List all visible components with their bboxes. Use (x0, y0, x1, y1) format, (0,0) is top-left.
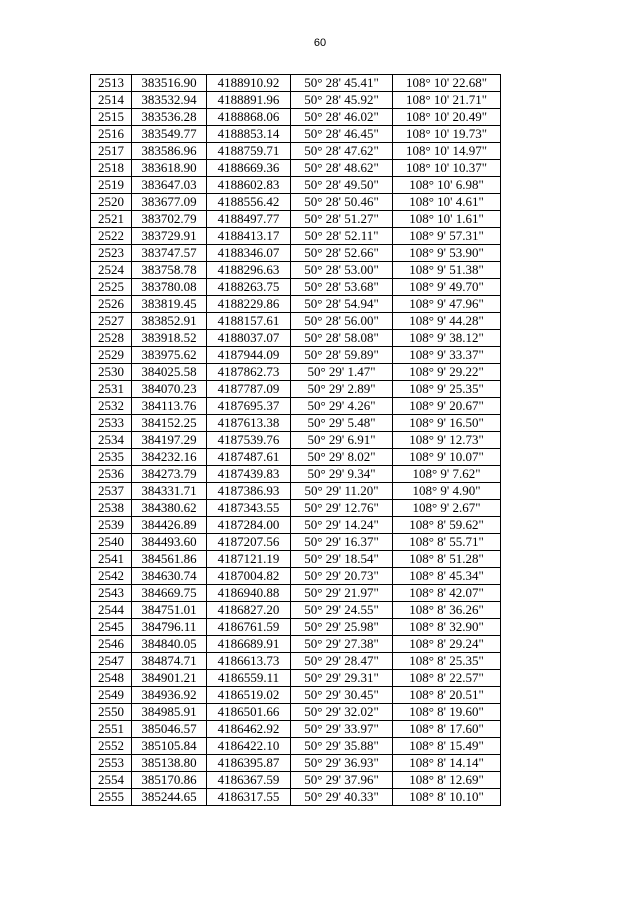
point-number-cell: 2545 (91, 619, 132, 636)
point-number-cell: 2527 (91, 313, 132, 330)
y-coordinate-cell: 4187787.09 (207, 381, 291, 398)
latitude-cell: 50° 29' 30.45" (291, 687, 393, 704)
table-row (91, 721, 501, 738)
x-coordinate-cell: 384152.25 (132, 415, 207, 432)
table-row (91, 347, 501, 364)
latitude-cell: 50° 29' 32.02" (291, 704, 393, 721)
latitude-cell: 50° 29' 20.73" (291, 568, 393, 585)
x-coordinate-cell: 384630.74 (132, 568, 207, 585)
table-row (91, 415, 501, 432)
point-number-cell: 2536 (91, 466, 132, 483)
longitude-cell: 108° 8' 19.60" (393, 704, 501, 721)
x-coordinate-cell: 385138.80 (132, 755, 207, 772)
y-coordinate-cell: 4188669.36 (207, 160, 291, 177)
point-number-cell: 2553 (91, 755, 132, 772)
point-number-cell: 2552 (91, 738, 132, 755)
y-coordinate-cell: 4186689.91 (207, 636, 291, 653)
x-coordinate-cell: 384840.05 (132, 636, 207, 653)
table-row (91, 245, 501, 262)
y-coordinate-cell: 4187439.83 (207, 466, 291, 483)
point-number-cell: 2518 (91, 160, 132, 177)
table-row (91, 177, 501, 194)
point-number-cell: 2519 (91, 177, 132, 194)
page-number: 60 (313, 37, 327, 49)
longitude-cell: 108° 10' 1.61" (393, 211, 501, 228)
table-row (91, 381, 501, 398)
table-row (91, 194, 501, 211)
latitude-cell: 50° 29' 6.91" (291, 432, 393, 449)
longitude-cell: 108° 8' 14.14" (393, 755, 501, 772)
y-coordinate-cell: 4186613.73 (207, 653, 291, 670)
y-coordinate-cell: 4186940.88 (207, 585, 291, 602)
point-number-cell: 2534 (91, 432, 132, 449)
longitude-cell: 108° 10' 14.97" (393, 143, 501, 160)
y-coordinate-cell: 4187343.55 (207, 500, 291, 517)
y-coordinate-cell: 4188759.71 (207, 143, 291, 160)
latitude-cell: 50° 28' 59.89" (291, 347, 393, 364)
x-coordinate-cell: 384426.89 (132, 517, 207, 534)
longitude-cell: 108° 8' 12.69" (393, 772, 501, 789)
longitude-cell: 108° 9' 29.22" (393, 364, 501, 381)
y-coordinate-cell: 4188263.75 (207, 279, 291, 296)
point-number-cell: 2539 (91, 517, 132, 534)
y-coordinate-cell: 4187695.37 (207, 398, 291, 415)
latitude-cell: 50° 29' 28.47" (291, 653, 393, 670)
latitude-cell: 50° 28' 46.45" (291, 126, 393, 143)
point-number-cell: 2520 (91, 194, 132, 211)
x-coordinate-cell: 384669.75 (132, 585, 207, 602)
y-coordinate-cell: 4187004.82 (207, 568, 291, 585)
x-coordinate-cell: 385170.86 (132, 772, 207, 789)
table-row (91, 772, 501, 789)
y-coordinate-cell: 4188346.07 (207, 245, 291, 262)
latitude-cell: 50° 28' 52.11" (291, 228, 393, 245)
y-coordinate-cell: 4188868.06 (207, 109, 291, 126)
x-coordinate-cell: 383702.79 (132, 211, 207, 228)
y-coordinate-cell: 4186422.10 (207, 738, 291, 755)
longitude-cell: 108° 8' 22.57" (393, 670, 501, 687)
longitude-cell: 108° 9' 20.67" (393, 398, 501, 415)
latitude-cell: 50° 28' 50.46" (291, 194, 393, 211)
point-number-cell: 2543 (91, 585, 132, 602)
table-row (91, 738, 501, 755)
longitude-cell: 108° 9' 51.38" (393, 262, 501, 279)
x-coordinate-cell: 383532.94 (132, 92, 207, 109)
point-number-cell: 2531 (91, 381, 132, 398)
table-row (91, 551, 501, 568)
y-coordinate-cell: 4188497.77 (207, 211, 291, 228)
longitude-cell: 108° 8' 10.10" (393, 789, 501, 806)
table-row (91, 211, 501, 228)
point-number-cell: 2513 (91, 75, 132, 92)
longitude-cell: 108° 9' 2.67" (393, 500, 501, 517)
longitude-cell: 108° 8' 55.71" (393, 534, 501, 551)
point-number-cell: 2515 (91, 109, 132, 126)
y-coordinate-cell: 4186367.59 (207, 772, 291, 789)
latitude-cell: 50° 29' 2.89" (291, 381, 393, 398)
longitude-cell: 108° 8' 25.35" (393, 653, 501, 670)
latitude-cell: 50° 29' 24.55" (291, 602, 393, 619)
table-row (91, 534, 501, 551)
y-coordinate-cell: 4187284.00 (207, 517, 291, 534)
latitude-cell: 50° 28' 56.00" (291, 313, 393, 330)
point-number-cell: 2551 (91, 721, 132, 738)
latitude-cell: 50° 29' 35.88" (291, 738, 393, 755)
latitude-cell: 50° 29' 29.31" (291, 670, 393, 687)
x-coordinate-cell: 384197.29 (132, 432, 207, 449)
latitude-cell: 50° 28' 46.02" (291, 109, 393, 126)
point-number-cell: 2516 (91, 126, 132, 143)
longitude-cell: 108° 8' 59.62" (393, 517, 501, 534)
point-number-cell: 2544 (91, 602, 132, 619)
table-row (91, 636, 501, 653)
y-coordinate-cell: 4188602.83 (207, 177, 291, 194)
y-coordinate-cell: 4187386.93 (207, 483, 291, 500)
point-number-cell: 2540 (91, 534, 132, 551)
longitude-cell: 108° 9' 53.90" (393, 245, 501, 262)
point-number-cell: 2548 (91, 670, 132, 687)
longitude-cell: 108° 9' 4.90" (393, 483, 501, 500)
x-coordinate-cell: 384232.16 (132, 449, 207, 466)
table-row (91, 789, 501, 806)
x-coordinate-cell: 385046.57 (132, 721, 207, 738)
x-coordinate-cell: 384901.21 (132, 670, 207, 687)
table-row (91, 92, 501, 109)
table-row (91, 126, 501, 143)
longitude-cell: 108° 8' 36.26" (393, 602, 501, 619)
table-row (91, 466, 501, 483)
x-coordinate-cell: 383516.90 (132, 75, 207, 92)
longitude-cell: 108° 9' 57.31" (393, 228, 501, 245)
y-coordinate-cell: 4188853.14 (207, 126, 291, 143)
point-number-cell: 2533 (91, 415, 132, 432)
x-coordinate-cell: 384273.79 (132, 466, 207, 483)
coordinates-table-body (91, 75, 501, 806)
point-number-cell: 2529 (91, 347, 132, 364)
longitude-cell: 108° 8' 20.51" (393, 687, 501, 704)
table-row (91, 500, 501, 517)
table-row (91, 364, 501, 381)
point-number-cell: 2549 (91, 687, 132, 704)
x-coordinate-cell: 383549.77 (132, 126, 207, 143)
x-coordinate-cell: 384874.71 (132, 653, 207, 670)
latitude-cell: 50° 29' 1.47" (291, 364, 393, 381)
point-number-cell: 2525 (91, 279, 132, 296)
latitude-cell: 50° 28' 49.50" (291, 177, 393, 194)
table-row (91, 517, 501, 534)
latitude-cell: 50° 29' 8.02" (291, 449, 393, 466)
latitude-cell: 50° 28' 45.41" (291, 75, 393, 92)
x-coordinate-cell: 384796.11 (132, 619, 207, 636)
latitude-cell: 50° 28' 54.94" (291, 296, 393, 313)
x-coordinate-cell: 384113.76 (132, 398, 207, 415)
longitude-cell: 108° 8' 51.28" (393, 551, 501, 568)
y-coordinate-cell: 4188413.17 (207, 228, 291, 245)
latitude-cell: 50° 29' 16.37" (291, 534, 393, 551)
y-coordinate-cell: 4186395.87 (207, 755, 291, 772)
x-coordinate-cell: 383729.91 (132, 228, 207, 245)
table-row (91, 296, 501, 313)
x-coordinate-cell: 385244.65 (132, 789, 207, 806)
table-row (91, 449, 501, 466)
table-row (91, 687, 501, 704)
y-coordinate-cell: 4186501.66 (207, 704, 291, 721)
x-coordinate-cell: 384493.60 (132, 534, 207, 551)
latitude-cell: 50° 29' 9.34" (291, 466, 393, 483)
latitude-cell: 50° 28' 53.68" (291, 279, 393, 296)
longitude-cell: 108° 9' 47.96" (393, 296, 501, 313)
table-row (91, 313, 501, 330)
x-coordinate-cell: 383536.28 (132, 109, 207, 126)
longitude-cell: 108° 8' 32.90" (393, 619, 501, 636)
table-row (91, 432, 501, 449)
longitude-cell: 108° 8' 17.60" (393, 721, 501, 738)
latitude-cell: 50° 29' 12.76" (291, 500, 393, 517)
longitude-cell: 108° 9' 12.73" (393, 432, 501, 449)
point-number-cell: 2517 (91, 143, 132, 160)
longitude-cell: 108° 9' 38.12" (393, 330, 501, 347)
latitude-cell: 50° 28' 47.62" (291, 143, 393, 160)
x-coordinate-cell: 384751.01 (132, 602, 207, 619)
point-number-cell: 2541 (91, 551, 132, 568)
latitude-cell: 50° 28' 58.08" (291, 330, 393, 347)
x-coordinate-cell: 383975.62 (132, 347, 207, 364)
latitude-cell: 50° 28' 45.92" (291, 92, 393, 109)
longitude-cell: 108° 9' 49.70" (393, 279, 501, 296)
table-row (91, 602, 501, 619)
x-coordinate-cell: 383586.96 (132, 143, 207, 160)
latitude-cell: 50° 29' 18.54" (291, 551, 393, 568)
point-number-cell: 2546 (91, 636, 132, 653)
x-coordinate-cell: 384380.62 (132, 500, 207, 517)
longitude-cell: 108° 10' 4.61" (393, 194, 501, 211)
coordinates-table (90, 74, 501, 806)
longitude-cell: 108° 10' 6.98" (393, 177, 501, 194)
table-row (91, 704, 501, 721)
y-coordinate-cell: 4188891.96 (207, 92, 291, 109)
y-coordinate-cell: 4186559.11 (207, 670, 291, 687)
y-coordinate-cell: 4187207.56 (207, 534, 291, 551)
point-number-cell: 2523 (91, 245, 132, 262)
point-number-cell: 2526 (91, 296, 132, 313)
y-coordinate-cell: 4188556.42 (207, 194, 291, 211)
y-coordinate-cell: 4187539.76 (207, 432, 291, 449)
longitude-cell: 108° 8' 45.34" (393, 568, 501, 585)
latitude-cell: 50° 29' 11.20" (291, 483, 393, 500)
x-coordinate-cell: 383758.78 (132, 262, 207, 279)
longitude-cell: 108° 10' 22.68" (393, 75, 501, 92)
y-coordinate-cell: 4186827.20 (207, 602, 291, 619)
table-row (91, 262, 501, 279)
point-number-cell: 2547 (91, 653, 132, 670)
x-coordinate-cell: 383780.08 (132, 279, 207, 296)
y-coordinate-cell: 4186761.59 (207, 619, 291, 636)
table-row (91, 653, 501, 670)
point-number-cell: 2550 (91, 704, 132, 721)
y-coordinate-cell: 4188910.92 (207, 75, 291, 92)
longitude-cell: 108° 10' 21.71" (393, 92, 501, 109)
table-row (91, 143, 501, 160)
longitude-cell: 108° 9' 33.37" (393, 347, 501, 364)
longitude-cell: 108° 9' 10.07" (393, 449, 501, 466)
longitude-cell: 108° 10' 20.49" (393, 109, 501, 126)
x-coordinate-cell: 383852.91 (132, 313, 207, 330)
point-number-cell: 2530 (91, 364, 132, 381)
table-row (91, 568, 501, 585)
x-coordinate-cell: 383747.57 (132, 245, 207, 262)
point-number-cell: 2522 (91, 228, 132, 245)
table-row (91, 228, 501, 245)
y-coordinate-cell: 4186317.55 (207, 789, 291, 806)
longitude-cell: 108° 10' 19.73" (393, 126, 501, 143)
table-row (91, 279, 501, 296)
x-coordinate-cell: 384331.71 (132, 483, 207, 500)
point-number-cell: 2537 (91, 483, 132, 500)
latitude-cell: 50° 29' 27.38" (291, 636, 393, 653)
table-row (91, 585, 501, 602)
x-coordinate-cell: 383677.09 (132, 194, 207, 211)
table-row (91, 160, 501, 177)
latitude-cell: 50° 28' 48.62" (291, 160, 393, 177)
x-coordinate-cell: 384561.86 (132, 551, 207, 568)
y-coordinate-cell: 4187487.61 (207, 449, 291, 466)
longitude-cell: 108° 8' 29.24" (393, 636, 501, 653)
x-coordinate-cell: 383918.52 (132, 330, 207, 347)
latitude-cell: 50° 29' 21.97" (291, 585, 393, 602)
latitude-cell: 50° 29' 5.48" (291, 415, 393, 432)
table-row (91, 670, 501, 687)
longitude-cell: 108° 8' 15.49" (393, 738, 501, 755)
longitude-cell: 108° 10' 10.37" (393, 160, 501, 177)
x-coordinate-cell: 383647.03 (132, 177, 207, 194)
y-coordinate-cell: 4187944.09 (207, 347, 291, 364)
table-row (91, 619, 501, 636)
latitude-cell: 50° 28' 53.00" (291, 262, 393, 279)
longitude-cell: 108° 9' 44.28" (393, 313, 501, 330)
point-number-cell: 2528 (91, 330, 132, 347)
x-coordinate-cell: 384025.58 (132, 364, 207, 381)
x-coordinate-cell: 384070.23 (132, 381, 207, 398)
y-coordinate-cell: 4186462.92 (207, 721, 291, 738)
point-number-cell: 2554 (91, 772, 132, 789)
y-coordinate-cell: 4187862.73 (207, 364, 291, 381)
point-number-cell: 2538 (91, 500, 132, 517)
y-coordinate-cell: 4188037.07 (207, 330, 291, 347)
table-row (91, 755, 501, 772)
y-coordinate-cell: 4187613.38 (207, 415, 291, 432)
x-coordinate-cell: 384985.91 (132, 704, 207, 721)
latitude-cell: 50° 28' 52.66" (291, 245, 393, 262)
latitude-cell: 50° 29' 36.93" (291, 755, 393, 772)
table-row (91, 330, 501, 347)
x-coordinate-cell: 384936.92 (132, 687, 207, 704)
latitude-cell: 50° 28' 51.27" (291, 211, 393, 228)
table-row (91, 398, 501, 415)
latitude-cell: 50° 29' 40.33" (291, 789, 393, 806)
latitude-cell: 50° 29' 37.96" (291, 772, 393, 789)
y-coordinate-cell: 4188157.61 (207, 313, 291, 330)
x-coordinate-cell: 385105.84 (132, 738, 207, 755)
latitude-cell: 50° 29' 25.98" (291, 619, 393, 636)
x-coordinate-cell: 383618.90 (132, 160, 207, 177)
y-coordinate-cell: 4186519.02 (207, 687, 291, 704)
latitude-cell: 50° 29' 33.97" (291, 721, 393, 738)
longitude-cell: 108° 9' 25.35" (393, 381, 501, 398)
point-number-cell: 2524 (91, 262, 132, 279)
longitude-cell: 108° 9' 7.62" (393, 466, 501, 483)
point-number-cell: 2532 (91, 398, 132, 415)
table-row (91, 75, 501, 92)
y-coordinate-cell: 4188229.86 (207, 296, 291, 313)
latitude-cell: 50° 29' 4.26" (291, 398, 393, 415)
y-coordinate-cell: 4188296.63 (207, 262, 291, 279)
table-row (91, 109, 501, 126)
table-row (91, 483, 501, 500)
longitude-cell: 108° 9' 16.50" (393, 415, 501, 432)
y-coordinate-cell: 4187121.19 (207, 551, 291, 568)
x-coordinate-cell: 383819.45 (132, 296, 207, 313)
point-number-cell: 2521 (91, 211, 132, 228)
point-number-cell: 2514 (91, 92, 132, 109)
point-number-cell: 2542 (91, 568, 132, 585)
longitude-cell: 108° 8' 42.07" (393, 585, 501, 602)
point-number-cell: 2555 (91, 789, 132, 806)
latitude-cell: 50° 29' 14.24" (291, 517, 393, 534)
point-number-cell: 2535 (91, 449, 132, 466)
